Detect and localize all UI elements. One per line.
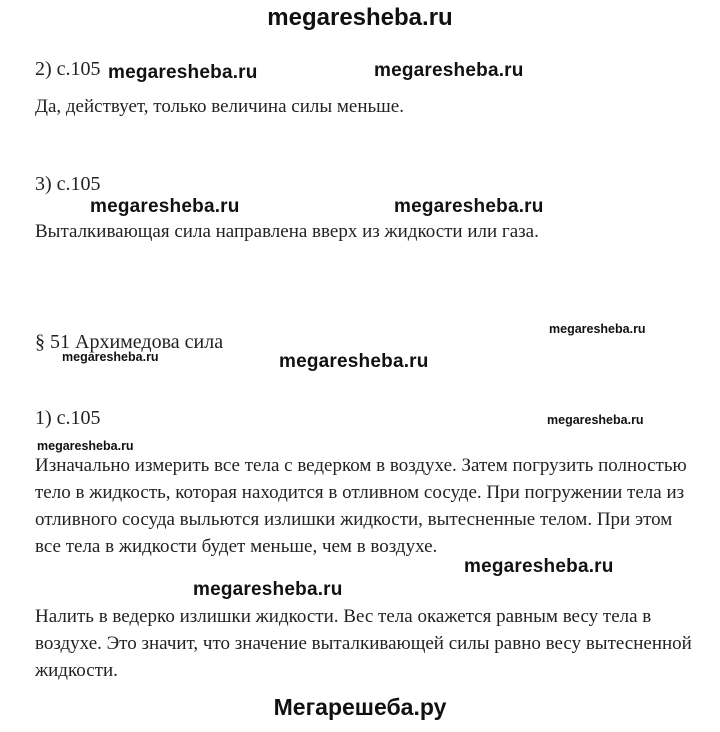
answer-1-paragraph-1: Изначально измерить все тела с ведерком в воздухе. Затем погрузить полностью тело в жидкость, которая находится в отливном сосуде. При погружении тела из отливного сосуда выльются излишки жидкости, вытесненные телом. При этом все тела в жидкости будет меньше, чем в воздухе. — [35, 455, 687, 557]
header-watermark: megaresheba.ru — [267, 4, 453, 31]
answer-2-label: 2) с.105 — [35, 58, 101, 80]
watermark-bold: megaresheba.ru — [394, 196, 544, 217]
watermark-bold: megaresheba.ru — [279, 351, 429, 372]
answer-1-label: 1) с.105 — [35, 407, 101, 429]
watermark-small: megaresheba.ru — [37, 439, 134, 453]
watermark-small: megaresheba.ru — [547, 413, 644, 427]
section-title: § 51 Архимедова сила — [35, 331, 224, 353]
watermark-small: megaresheba.ru — [62, 350, 159, 364]
answer-3-label: 3) с.105 — [35, 173, 101, 195]
footer-title: Мегарешеба.ру — [273, 694, 447, 720]
watermark-bold: megaresheba.ru — [374, 60, 524, 81]
watermark-bold: megaresheba.ru — [90, 196, 240, 217]
watermark-small: megaresheba.ru — [549, 322, 646, 336]
answer-3-text: Выталкивающая сила направлена вверх из жидкости или газа. — [35, 221, 539, 242]
watermark-bold: megaresheba.ru — [464, 556, 614, 577]
watermark-bold: megaresheba.ru — [108, 62, 258, 83]
answer-2-text: Да, действует, только величина силы меньше. — [35, 96, 404, 117]
answer-1-paragraph-2: Налить в ведерко излишки жидкости. Вес тела окажется равным весу тела в воздухе. Это значит, что значение выталкивающей силы равно весу вытесненной жидкости. — [35, 606, 692, 681]
watermark-bold: megaresheba.ru — [193, 579, 343, 600]
